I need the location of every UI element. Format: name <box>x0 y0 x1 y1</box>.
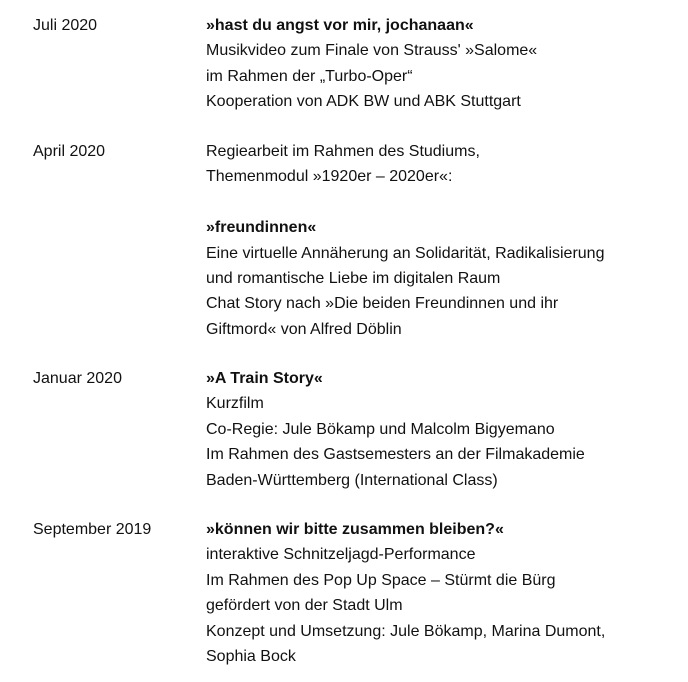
entry-line: und romantische Liebe im digitalen Raum <box>206 270 501 288</box>
entry-line: Baden-Württemberg (International Class) <box>206 471 498 489</box>
entry-title: »freundinnen« <box>206 219 317 237</box>
entry-title: »können wir bitte zusammen bleiben?« <box>206 521 504 538</box>
entry-line: Musikvideo zum Finale von Strauss' »Salome« <box>206 42 538 60</box>
entry-line: Giftmord« von Alfred Döblin <box>206 320 402 338</box>
entry-line: Konzept und Umsetzung: Jule Bökamp, Marina Dumont, <box>206 622 606 640</box>
entry-date: Januar 2020 <box>33 370 122 387</box>
entry-line: Themenmodul »1920er – 2020er«: <box>206 168 453 186</box>
entry-content <box>206 139 676 342</box>
entry-line: Im Rahmen des Gastsemesters an der Filmakademie <box>206 446 585 464</box>
entry-line: interaktive Schnitzeljagd-Performance <box>206 546 476 564</box>
entry-line: Kooperation von ADK BW und ABK Stuttgart <box>206 93 521 111</box>
entry-content <box>206 13 676 115</box>
entry-content <box>206 517 676 669</box>
entry-line: im Rahmen der „Turbo-Oper“ <box>206 67 413 85</box>
entry-line: Eine virtuelle Annäherung an Solidarität, Radikalisierung <box>206 244 605 262</box>
entry-date: September 2019 <box>33 521 152 538</box>
entry-line: gefördert von der Stadt Ulm <box>206 597 403 615</box>
entry-blank-line <box>206 190 676 215</box>
entry-line: Kurzfilm <box>206 395 264 413</box>
entry-content <box>206 366 676 493</box>
entry-date: April 2020 <box>33 143 106 160</box>
entry-line: Im Rahmen des Pop Up Space – Stürmt die Bürg <box>206 571 556 589</box>
entry-title: »hast du angst vor mir, jochanaan« <box>206 17 474 34</box>
entry-line: Regiearbeit im Rahmen des Studiums, <box>206 143 480 160</box>
entry-line: Co-Regie: Jule Bökamp und Malcolm Bigyemano <box>206 420 555 438</box>
entry-line: Chat Story nach »Die beiden Freundinnen und ihr <box>206 295 559 313</box>
entry-date: Juli 2020 <box>33 17 98 34</box>
entry-line: Sophia Bock <box>206 648 296 666</box>
entry-title: »A Train Story« <box>206 370 323 387</box>
